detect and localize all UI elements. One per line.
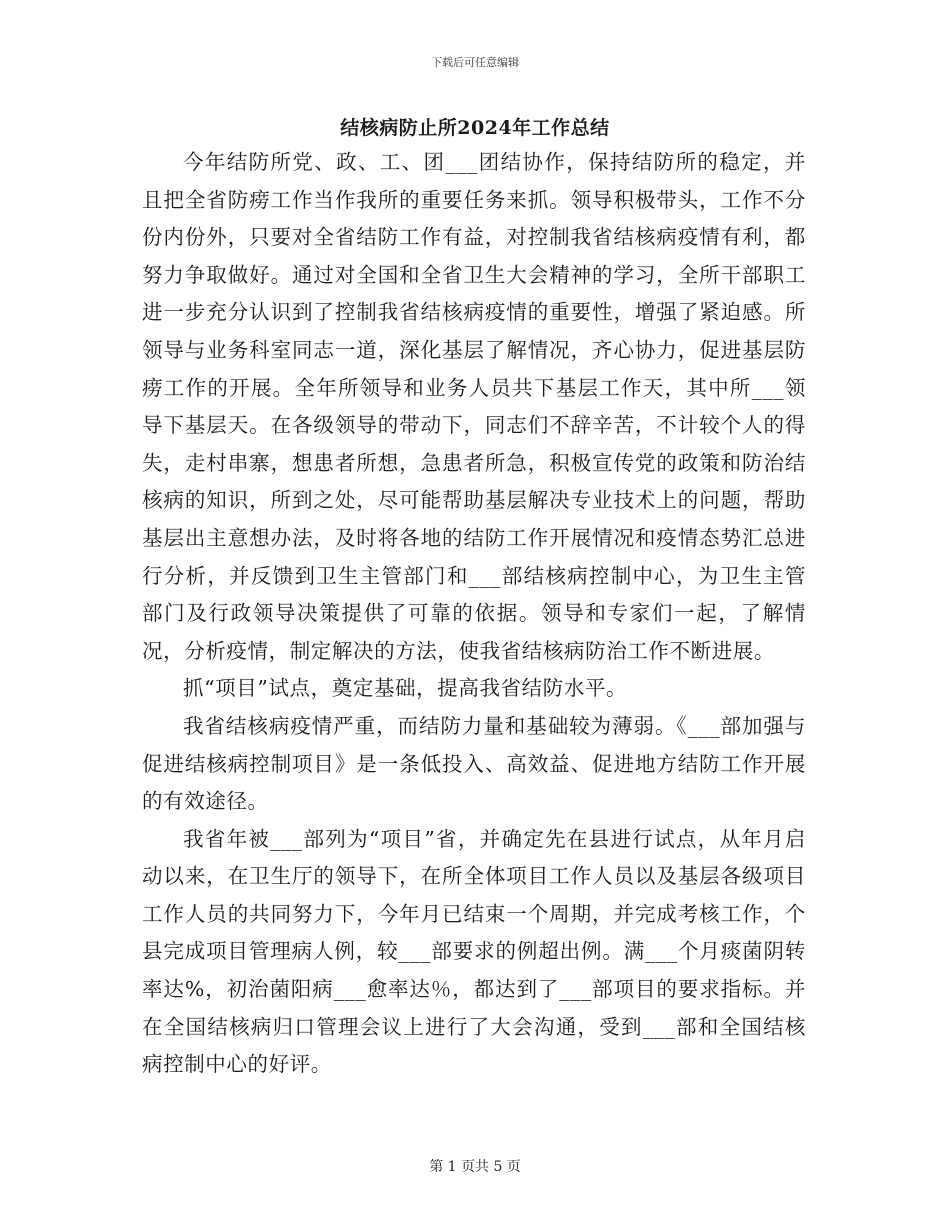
- document-body: [142, 144, 806, 1084]
- page-footer: 第 1 页共 5 页: [429, 1159, 521, 1175]
- document-title: 结核病防止所2024年工作总结: [340, 117, 610, 139]
- paragraph-2: 抓“项目”试点，奠定基础，提高我省结防水平。: [183, 676, 628, 701]
- paragraph-4: 我省年被___部列为“项目”省，并确定先在县进行试点，从年月启动以来，在卫生厅的领导下，在所全体项目工作人员以及基层各级项目工作人员的共同努力下，今年月已结束一个周期，并完成考核工作，个县完成项目管理病人例，较___部要求的例超出例。满___个月痰菌阴转率达%，初治菌阳病___愈率达％，都达到了___部项目的要求指标。并在全国结核病归口管理会议上进行了大会沟通，受到___部和全国结核病控制中心的好评。: [142, 826, 806, 1077]
- paragraph-3: 我省结核病疫情严重，而结防力量和基础较为薄弱。《___部加强与促进结核病控制项目》是一条低投入、高效益、促进地方结防工作开展的有效途径。: [142, 713, 806, 814]
- header-note: 下载后可任意编辑: [431, 56, 519, 69]
- paragraph-1: 今年结防所党、政、工、团___团结协作，保持结防所的稳定，并且把全省防痨工作当作我所的重要任务来抓。领导积极带头，工作不分份内份外，只要对全省结防工作有益，对控制我省结核病疫情有利，都努力争取做好。通过对全国和全省卫生大会精神的学习，全所干部职工进一步充分认识到了控制我省结核病疫情的重要性，增强了紧迫感。所领导与业务科室同志一道，深化基层了解情况，齐心协力，促进基层防痨工作的开展。全年所领导和业务人员共下基层工作天，其中所___领导下基层天。在各级领导的带动下，同志们不辞辛苦，不计较个人的得失，走村串寨，想患者所想，急患者所急，积极宣传党的政策和防治结核病的知识，所到之处，尽可能帮助基层解决专业技术上的问题，帮助基层出主意想办法，及时将各地的结防工作开展情况和疫情态势汇总进行分析，并反馈到卫生主管部门和___部结核病控制中心，为卫生主管部门及行政领导决策提供了可靠的依据。领导和专家们一起，了解情况，分析疫情，制定解决的方法，使我省结核病防治工作不断进展。: [142, 150, 806, 663]
